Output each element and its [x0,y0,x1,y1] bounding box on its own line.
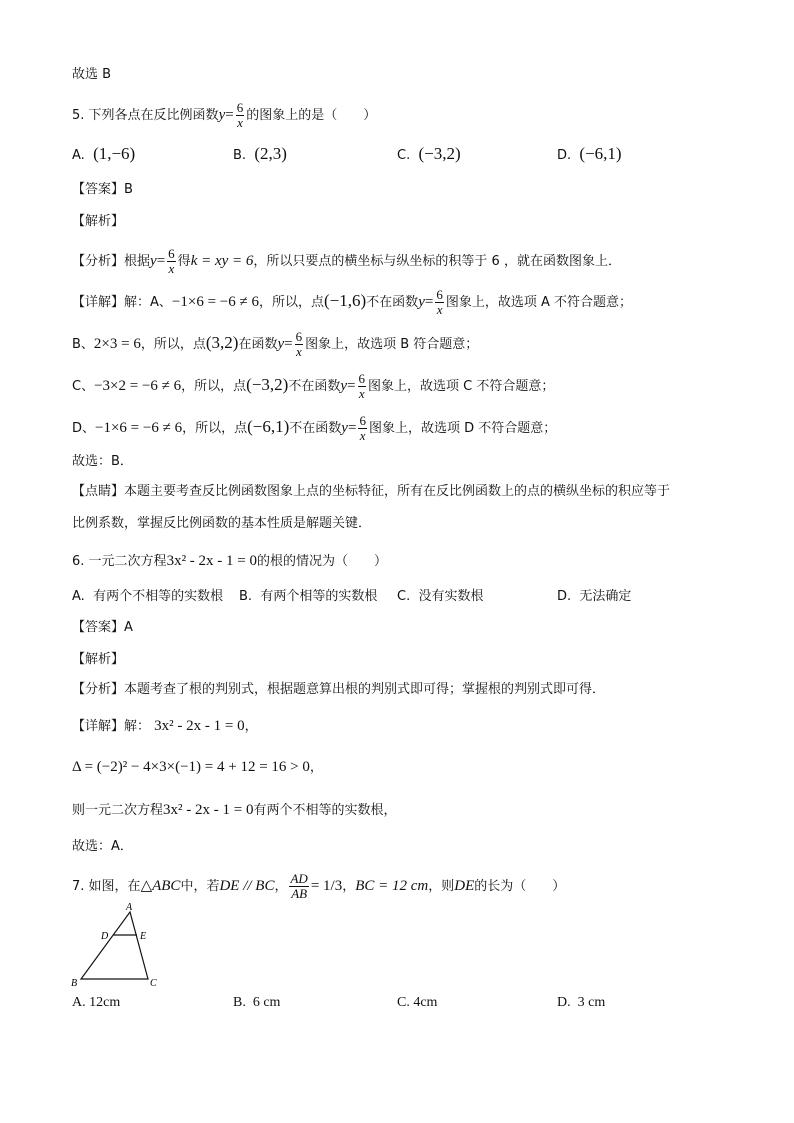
q7-stem: 7. 如图，在△ABC中，若DE // BC， $\frac{AD}{AB}$ = 1/3，BC = 12 cm，则DE的长为（ ） [72,871,566,901]
q5-number: 5. [72,108,85,123]
label-d: D [101,931,109,942]
q6-answer: 【答案】A [72,620,133,635]
q7-option-d: D. 3 cm [557,995,606,1010]
label-e: E [140,931,147,942]
q6-detail: 【详解】解： 3x² - 2x - 1 = 0， [72,718,258,734]
q5-func-y: y [218,107,226,123]
q6-option-c: C. 没有实数根 [397,589,484,604]
q5-option-a: A. (1,−6) [72,144,136,163]
q6-result: 则一元二次方程3x² - 2x - 1 = 0有两个不相等的实数根， [72,802,397,818]
q5-detail-d: D、−1×6 = −6 ≠ 6，所以，点(−6,1)不在函数y= $\frac{6}{x}$ 图象上，故选项 D 不符合题意； [72,413,557,443]
q5-answer: 【答案】B [72,182,133,197]
q5-dianjing-line2: 比例系数，掌握反比例函数的基本性质是解题关键． [72,516,372,531]
q5-stem-after: 的图象上的是（ ） [246,108,377,123]
q5-option-d: D. (−6,1) [557,144,622,163]
q5-detail-c: C、−3×2 = −6 ≠ 6，所以，点(−3,2)不在函数y= $\frac{6}{x}$ 图象上，故选项 C 不符合题意； [72,371,555,401]
q5-option-c: C. (−3,2) [397,144,461,163]
q6-conclusion: 故选：A． [72,839,133,854]
q5-func-frac: $\frac{6}{x}$ [236,100,244,130]
q6-stem: 6. 一元二次方程3x² - 2x - 1 = 0的根的情况为（ ） [72,553,388,569]
q7-option-a: A. 12cm [72,995,121,1010]
q6-equation: 3x² - 2x - 1 = 0 [166,553,258,569]
q5-detail-b: B、2×3 = 6，所以，点(3,2)在函数y= $\frac{6}{x}$ 图象上，故选项 B 符合题意； [72,329,479,359]
q5-dianjing-line1: 【点睛】本题主要考查反比例函数图象上点的坐标特征，所有在反比例函数上的点的横纵坐标的积应等于 [72,484,671,499]
q7-ratio-frac: $\frac{AD}{AB}$ [290,871,308,901]
label-c: C [150,978,157,989]
q6-option-a: A. 有两个不相等的实数根 [72,589,224,604]
q7-option-b: B. 6 cm [233,995,281,1010]
triangle-abc [81,912,148,979]
q6-fenxi: 【分析】本题考查了根的判别式，根据题意算出根的判别式即可得；掌握根的判别式即可得． [72,682,606,697]
triangle-figure [66,900,166,990]
q6-option-b: B. 有两个相等的实数根 [239,589,378,604]
q6-analysis-heading: 【解析】 [72,652,125,667]
q5-conclusion: 故选：B． [72,454,133,469]
q7-option-c: C. 4cm [397,995,438,1010]
q5-fenxi-frac: $\frac{6}{x}$ [168,246,175,276]
q5-option-b: B. (2,3) [233,144,287,163]
previous-choice: 故选 B [72,67,112,82]
q5-stem [72,101,376,130]
q5-detail-a: 【详解】解：A、−1×6 = −6 ≠ 6，所以，点(−1,6)不在函数y= $\frac{6}{x}$ 图象上，故选项 A 不符合题意； [72,287,632,317]
q6-option-d: D. 无法确定 [557,589,632,604]
label-a: A [126,902,133,913]
q5-stem-before: 下列各点在反比例函数 [88,108,219,123]
q6-discriminant: Δ = (−2)² − 4×3×(−1) = 4 + 12 = 16 > 0， [72,759,323,775]
q5-fenxi: 【分析】根据y= $\frac{6}{x}$ 得k = xy = 6，所以只要点的横坐标与纵坐标的积等于 6 ，就在函数图象上． [72,246,621,276]
q5-func-eq: = [225,107,234,123]
q5-analysis-heading: 【解析】 [72,214,125,229]
label-b: B [71,978,78,989]
